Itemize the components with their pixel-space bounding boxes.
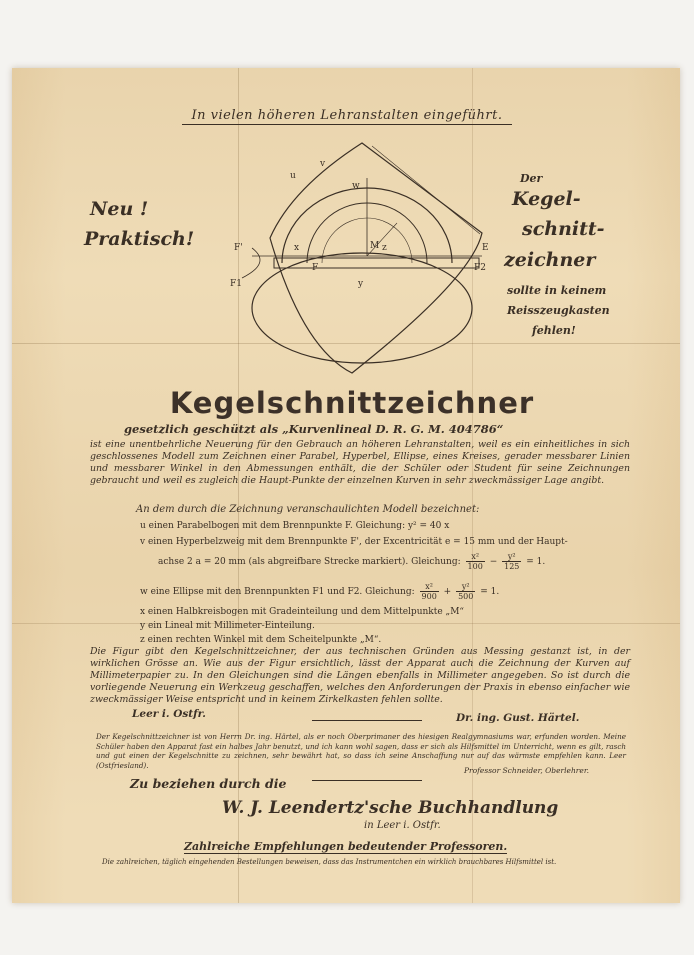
fraction-denominator: 500	[458, 592, 474, 601]
divider	[312, 780, 422, 781]
poster-sheet	[12, 68, 680, 903]
slogan-zeichner: zeichner	[504, 249, 596, 271]
fraction-numerator: y²	[456, 582, 475, 592]
fraction-numerator: x²	[466, 552, 485, 562]
fraction	[420, 582, 439, 601]
minus-sign: −	[489, 557, 498, 567]
equals-one: = 1.	[526, 557, 546, 567]
ruler	[274, 258, 479, 268]
intro-paragraph: ist eine unentbehrliche Neuerung für den Gebrauch an höheren Lehranstalten, weil es ein einheitliches in sich geschlossenes Modell zum Zeichnen einer Parabel, Hyperbel, Ellipse, eines Kreises, gerader messbarer Linien und messbarer Winkel in den Abmessungen enthält, die der Schüler oder Student für seine Zeichnungen gebraucht und weil es zugleich die Haupt-Punkte der einzelnen Kurven in sehr zweckmässiger Lage angibt.	[90, 439, 630, 486]
fraction-denominator: 100	[467, 562, 483, 571]
fraction	[456, 582, 475, 601]
fraction-numerator: x²	[420, 582, 439, 592]
slogan-line6: fehlen!	[532, 324, 576, 337]
diagram-label-e: E	[482, 243, 489, 253]
model-lead: An dem durch die Zeichnung veranschaulichten Modell bezeichnet:	[136, 504, 480, 515]
fraction-numerator: y²	[502, 552, 521, 562]
slogan-der: Der	[520, 172, 543, 185]
diagram-label-f2: F2	[474, 263, 486, 273]
slogan-practical: Praktisch!	[84, 228, 195, 250]
diagram-label-u: u	[290, 171, 296, 181]
hyperbola-text: achse 2 a = 20 mm (als abgreifbare Strecke markiert). Gleichung:	[158, 557, 461, 567]
slogan-line4: sollte in keinem	[507, 284, 607, 297]
fraction	[466, 552, 485, 571]
diagram-label-v: v	[320, 159, 326, 169]
divider	[312, 720, 422, 721]
fraction	[502, 552, 521, 571]
item-semicircle: x einen Halbkreisbogen mit Gradeinteilung und dem Mittelpunkte „M“	[140, 607, 465, 617]
testimonial: Der Kegelschnittzeichner ist von Herrn Dr. ing. Härtel, als er noch Oberprimaner des hiesigen Realgymnasiums war, erfunden worden. Meine Schüler haben den Apparat fast ein halbes Jahr benutzt, und ich kann wohl sagen, dass er sich als Hilfsmittel im Unterricht, wenn es gilt, rasch und gut einen der Kegelschnitte zu zeichnen, sehr bewährt hat, so dass ich seine Anschaffung nur auf das wärmste empfehlen kann. Leer (Ostfriesland).	[96, 732, 626, 770]
recommendations: Zahlreiche Empfehlungen bedeutender Professoren.	[184, 840, 508, 853]
place-signature: Leer i. Ostfr.	[132, 708, 206, 720]
hyperbola-curve	[242, 248, 260, 278]
item-ellipse	[140, 582, 499, 601]
testimonial-signature: Professor Schneider, Oberlehrer.	[464, 766, 589, 775]
diagram-label-z: z	[382, 243, 387, 253]
figure-paragraph: Die Figur gibt den Kegelschnittzeichner, der aus technischen Gründen aus Messing gestanzt ist, in der wirklichen Grösse an. Wie aus der Figur ersichtlich, lässt der Apparat auch die Zeichnung der Kurven auf Millimeterpapier zu. In den Gleichungen sind die Längen ebenfalls in Millimeter angegeben. So ist durch die vorliegende Neuerung ein Werkzeug geschaffen, welches den Anforderungen der Praxis in ebenso einfacher wie zweckmässiger Weise entspricht und in keinem Zirkelkasten fehlen sollte.	[90, 646, 630, 705]
diagram-label-f-prime: F'	[234, 243, 243, 253]
diagram-label-f1: F1	[230, 279, 242, 289]
order-intro: Zu beziehen durch die	[130, 776, 287, 791]
slogan-kegel: Kegel-	[512, 188, 581, 210]
item-hyperbola: v einen Hyperbelzweig mit dem Brennpunkte F', der Excentricität e = 15 mm und der Haupt-	[140, 537, 568, 547]
slogan-line5: Reisszeugkasten	[507, 304, 610, 317]
item-ruler: y ein Lineal mit Millimeter-Einteilung.	[140, 621, 315, 631]
author-signature: Dr. ing. Gust. Härtel.	[456, 712, 580, 724]
equals-one: = 1.	[480, 587, 500, 597]
item-right-angle: z einen rechten Winkel mit dem Scheitelpunkte „M“.	[140, 635, 382, 645]
slogan-schnitt: schnitt-	[522, 218, 605, 240]
diagram-label-y: y	[358, 279, 364, 289]
product-title: Kegelschnittzeichner	[169, 386, 535, 420]
diagram-label-m: M	[370, 241, 380, 251]
bookshop-name: W. J. Leendertz'sche Buchhandlung	[222, 798, 559, 818]
header-tagline: In vielen höheren Lehranstalten eingeführt.	[182, 108, 512, 125]
item-parabola: u einen Parabelbogen mit dem Brennpunkte F. Gleichung: y² = 40 x	[140, 521, 450, 531]
item-hyperbola-equation	[158, 552, 545, 571]
product-subtitle: gesetzlich geschützt als „Kurvenlineal D. R. G. M. 404786“	[124, 422, 504, 436]
diagram-label-x: x	[294, 243, 300, 253]
ellipse-curve	[252, 253, 472, 363]
fold-line	[12, 623, 680, 624]
fraction-denominator: 900	[421, 592, 437, 601]
ellipse-text: w eine Ellipse mit den Brennpunkten F1 und F2. Gleichung:	[140, 587, 415, 597]
bookshop-city: in Leer i. Ostfr.	[364, 820, 441, 831]
footer-note: Die zahlreichen, täglich eingehenden Bestellungen beweisen, dass das Instrumentchen ein wirklich brauchbares Hilfsmittel ist.	[102, 858, 557, 866]
fraction-denominator: 125	[504, 562, 520, 571]
conic-drawer-diagram	[212, 138, 502, 383]
diagram-label-f: F	[312, 263, 319, 273]
plus-sign: +	[443, 587, 452, 597]
diagram-label-w: w	[352, 181, 360, 191]
slogan-new: Neu !	[90, 198, 149, 220]
